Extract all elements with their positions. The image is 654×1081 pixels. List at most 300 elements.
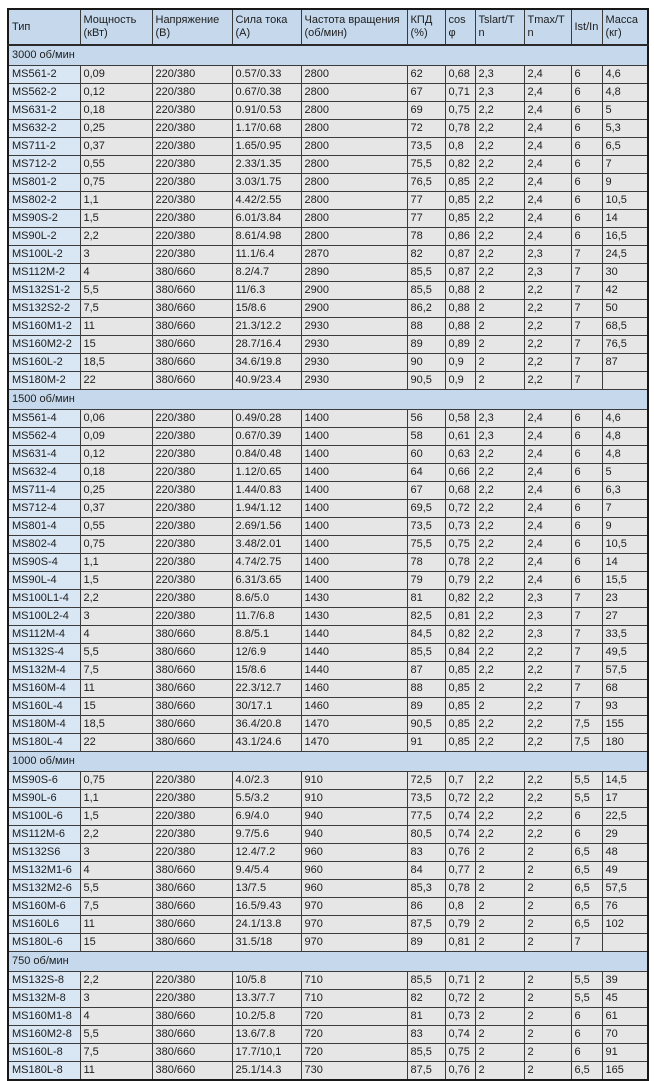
cell: 380/660 — [152, 1026, 232, 1044]
cell: 68,5 — [602, 318, 648, 336]
cell: 6 — [571, 102, 602, 120]
cell: 380/660 — [152, 282, 232, 300]
cell: 6 — [571, 500, 602, 518]
table-row — [8, 734, 648, 752]
table-row — [8, 372, 648, 390]
cell: 64 — [407, 464, 445, 482]
cell-type: MS132S6 — [8, 844, 80, 862]
table-row — [8, 698, 648, 716]
cell: 0,73 — [445, 1008, 475, 1026]
cell: 0,79 — [445, 572, 475, 590]
cell: 31.5/18 — [232, 934, 301, 952]
table-row — [8, 138, 648, 156]
cell: 0,37 — [80, 500, 152, 518]
table-row — [8, 482, 648, 500]
cell: 9.4/5.4 — [232, 862, 301, 880]
cell: 7 — [571, 264, 602, 282]
cell: 89 — [407, 336, 445, 354]
cell: 0,9 — [445, 372, 475, 390]
cell: 81 — [407, 1008, 445, 1026]
cell-type: MS160L-4 — [8, 698, 80, 716]
cell: 2,3 — [524, 608, 571, 626]
cell: 1440 — [301, 662, 407, 680]
cell: 6 — [571, 138, 602, 156]
cell: 11.7/6.8 — [232, 608, 301, 626]
cell: 0,89 — [445, 336, 475, 354]
cell: 0,55 — [80, 156, 152, 174]
cell-type: MS90L-2 — [8, 228, 80, 246]
column-header-10: Масса (кг) — [602, 9, 648, 45]
table-row — [8, 590, 648, 608]
cell: 1400 — [301, 410, 407, 428]
cell: 6 — [571, 428, 602, 446]
cell: 2,2 — [475, 536, 524, 554]
cell: 2,2 — [475, 192, 524, 210]
cell: 2 — [475, 1008, 524, 1026]
cell: 4 — [80, 1008, 152, 1026]
cell: 0,61 — [445, 428, 475, 446]
cell: 4.74/2.75 — [232, 554, 301, 572]
cell: 380/660 — [152, 680, 232, 698]
cell: 81 — [407, 590, 445, 608]
cell: 14 — [602, 554, 648, 572]
cell-type: MS100L-2 — [8, 246, 80, 264]
cell: 82,5 — [407, 608, 445, 626]
cell: 4,8 — [602, 84, 648, 102]
cell: 2,2 — [475, 246, 524, 264]
cell: 2800 — [301, 156, 407, 174]
cell: 0,85 — [445, 734, 475, 752]
cell: 3.48/2.01 — [232, 536, 301, 554]
cell: 6 — [571, 826, 602, 844]
cell: 220/380 — [152, 554, 232, 572]
cell: 72,5 — [407, 772, 445, 790]
cell: 220/380 — [152, 410, 232, 428]
cell: 2,2 — [475, 826, 524, 844]
cell: 2,3 — [524, 590, 571, 608]
cell: 34.6/19.8 — [232, 354, 301, 372]
cell: 87,5 — [407, 1062, 445, 1081]
table-row — [8, 644, 648, 662]
cell: 5,5 — [571, 972, 602, 990]
table-row — [8, 772, 648, 790]
cell: 15 — [80, 336, 152, 354]
cell: 220/380 — [152, 790, 232, 808]
cell: 2,4 — [524, 84, 571, 102]
column-header-6: cosφ — [445, 9, 475, 45]
cell: 11.1/6.4 — [232, 246, 301, 264]
cell: 76,5 — [602, 336, 648, 354]
cell: 7 — [571, 680, 602, 698]
cell: 10.2/5.8 — [232, 1008, 301, 1026]
column-header-3: Сила тока (А) — [232, 9, 301, 45]
cell: 73,5 — [407, 518, 445, 536]
cell: 2,2 — [475, 102, 524, 120]
cell: 75,5 — [407, 156, 445, 174]
table-row — [8, 210, 648, 228]
table-body — [8, 45, 648, 1080]
cell: 3 — [80, 608, 152, 626]
cell: 0,75 — [80, 536, 152, 554]
cell: 2 — [524, 1062, 571, 1081]
cell: 0,81 — [445, 934, 475, 952]
cell: 0,82 — [445, 590, 475, 608]
cell: 5 — [602, 102, 648, 120]
table-row — [8, 156, 648, 174]
cell: 220/380 — [152, 608, 232, 626]
cell-type: MS112M-2 — [8, 264, 80, 282]
cell: 2,4 — [524, 482, 571, 500]
cell: 1430 — [301, 608, 407, 626]
cell: 3.03/1.75 — [232, 174, 301, 192]
cell: 48 — [602, 844, 648, 862]
cell: 2,2 — [524, 826, 571, 844]
cell: 380/660 — [152, 1044, 232, 1062]
cell-type: MS180L-4 — [8, 734, 80, 752]
cell: 23 — [602, 590, 648, 608]
cell: 1.12/0.65 — [232, 464, 301, 482]
cell: 2,2 — [524, 318, 571, 336]
cell: 1430 — [301, 590, 407, 608]
cell: 83 — [407, 844, 445, 862]
cell: 0,68 — [445, 66, 475, 84]
cell: 6 — [571, 1026, 602, 1044]
cell: 2 — [475, 916, 524, 934]
cell: 69,5 — [407, 500, 445, 518]
cell: 2,2 — [524, 372, 571, 390]
cell: 2.33/1.35 — [232, 156, 301, 174]
cell: 86 — [407, 898, 445, 916]
cell: 6,5 — [602, 138, 648, 156]
table-row — [8, 446, 648, 464]
cell: 0,85 — [445, 698, 475, 716]
cell: 2 — [524, 1026, 571, 1044]
cell: 7 — [602, 500, 648, 518]
cell: 7 — [602, 156, 648, 174]
cell-type: MS632-4 — [8, 464, 80, 482]
cell: 18,5 — [80, 716, 152, 734]
cell: 0,09 — [80, 428, 152, 446]
cell: 0,75 — [445, 536, 475, 554]
cell: 2 — [475, 336, 524, 354]
table-row — [8, 716, 648, 734]
cell-type: MS160M2-2 — [8, 336, 80, 354]
cell: 6,5 — [571, 916, 602, 934]
cell: 1400 — [301, 536, 407, 554]
cell: 6 — [571, 482, 602, 500]
cell: 0,12 — [80, 84, 152, 102]
cell: 2 — [524, 916, 571, 934]
cell: 1400 — [301, 428, 407, 446]
cell: 17 — [602, 790, 648, 808]
cell: 2900 — [301, 282, 407, 300]
cell: 2,2 — [475, 626, 524, 644]
table-row — [8, 500, 648, 518]
cell: 13.3/7.7 — [232, 990, 301, 1008]
cell-type: MS112M-6 — [8, 826, 80, 844]
cell: 1440 — [301, 626, 407, 644]
cell: 380/660 — [152, 626, 232, 644]
cell: 5,5 — [571, 772, 602, 790]
cell: 0,71 — [445, 84, 475, 102]
cell: 220/380 — [152, 120, 232, 138]
cell: 2,2 — [475, 790, 524, 808]
cell: 2,2 — [524, 680, 571, 698]
cell: 2 — [524, 898, 571, 916]
cell-type: MS160L-2 — [8, 354, 80, 372]
cell: 7 — [571, 698, 602, 716]
cell: 6,5 — [571, 862, 602, 880]
cell: 2,4 — [524, 174, 571, 192]
cell: 7 — [571, 590, 602, 608]
cell: 970 — [301, 916, 407, 934]
cell: 6 — [571, 84, 602, 102]
cell: 85,5 — [407, 282, 445, 300]
cell: 0,86 — [445, 228, 475, 246]
table-row — [8, 536, 648, 554]
cell: 2,3 — [475, 84, 524, 102]
cell: 1400 — [301, 464, 407, 482]
cell: 0,76 — [445, 1062, 475, 1081]
cell: 2,2 — [475, 120, 524, 138]
cell: 39 — [602, 972, 648, 990]
cell: 70 — [602, 1026, 648, 1044]
cell: 2,2 — [524, 644, 571, 662]
cell: 220/380 — [152, 228, 232, 246]
cell: 1460 — [301, 698, 407, 716]
cell: 76,5 — [407, 174, 445, 192]
cell-type: MS132M-4 — [8, 662, 80, 680]
table-row — [8, 1026, 648, 1044]
cell: 1460 — [301, 680, 407, 698]
cell: 220/380 — [152, 500, 232, 518]
cell-type: MS180L-8 — [8, 1062, 80, 1081]
cell: 78 — [407, 554, 445, 572]
cell: 6 — [571, 536, 602, 554]
cell: 93 — [602, 698, 648, 716]
cell: 2,2 — [524, 300, 571, 318]
cell: 0,76 — [445, 844, 475, 862]
cell: 7,5 — [80, 1044, 152, 1062]
cell-type: MS801-4 — [8, 518, 80, 536]
cell: 0,88 — [445, 300, 475, 318]
cell: 15/8.6 — [232, 662, 301, 680]
cell: 11/6.3 — [232, 282, 301, 300]
cell: 2,2 — [524, 772, 571, 790]
column-header-2: Напряжение (В) — [152, 9, 232, 45]
cell: 6.01/3.84 — [232, 210, 301, 228]
cell-type: MS562-4 — [8, 428, 80, 446]
cell: 380/660 — [152, 734, 232, 752]
cell: 3 — [80, 844, 152, 862]
cell: 27 — [602, 608, 648, 626]
section-row — [8, 752, 648, 772]
table-row — [8, 990, 648, 1008]
cell: 220/380 — [152, 990, 232, 1008]
cell: 2,3 — [475, 66, 524, 84]
cell: 1440 — [301, 644, 407, 662]
cell: 7 — [571, 336, 602, 354]
cell: 2,2 — [80, 972, 152, 990]
cell: 87,5 — [407, 916, 445, 934]
cell: 4,6 — [602, 66, 648, 84]
cell: 8.6/5.0 — [232, 590, 301, 608]
cell: 6 — [571, 518, 602, 536]
cell: 2,4 — [524, 428, 571, 446]
cell: 90,5 — [407, 716, 445, 734]
cell: 1400 — [301, 500, 407, 518]
cell: 75,5 — [407, 536, 445, 554]
cell: 2 — [475, 300, 524, 318]
cell: 720 — [301, 1026, 407, 1044]
cell: 3 — [80, 990, 152, 1008]
cell: 5.5/3.2 — [232, 790, 301, 808]
cell: 2 — [475, 372, 524, 390]
cell: 2,2 — [475, 572, 524, 590]
cell: 30/17.1 — [232, 698, 301, 716]
cell: 220/380 — [152, 210, 232, 228]
cell: 220/380 — [152, 772, 232, 790]
cell: 155 — [602, 716, 648, 734]
cell: 82 — [407, 990, 445, 1008]
cell: 56 — [407, 410, 445, 428]
cell: 1400 — [301, 518, 407, 536]
cell: 0,79 — [445, 916, 475, 934]
cell: 220/380 — [152, 844, 232, 862]
cell: 2,2 — [475, 662, 524, 680]
cell: 67 — [407, 482, 445, 500]
cell: 0,74 — [445, 826, 475, 844]
table-row — [8, 898, 648, 916]
cell: 1400 — [301, 572, 407, 590]
table-row — [8, 246, 648, 264]
cell: 5,5 — [80, 644, 152, 662]
cell: 5,5 — [80, 1026, 152, 1044]
cell: 2,2 — [80, 228, 152, 246]
cell: 1.17/0.68 — [232, 120, 301, 138]
cell: 6 — [571, 156, 602, 174]
cell-type: MS631-4 — [8, 446, 80, 464]
cell: 1,1 — [80, 192, 152, 210]
cell: 1400 — [301, 482, 407, 500]
table-row — [8, 282, 648, 300]
cell: 2930 — [301, 354, 407, 372]
cell-type: MS561-2 — [8, 66, 80, 84]
cell: 2800 — [301, 66, 407, 84]
cell: 2,4 — [524, 138, 571, 156]
cell: 0,81 — [445, 608, 475, 626]
cell: 72 — [407, 120, 445, 138]
table-row — [8, 354, 648, 372]
cell: 1.44/0.83 — [232, 482, 301, 500]
cell: 6,5 — [571, 880, 602, 898]
cell: 7 — [571, 662, 602, 680]
cell: 2,2 — [475, 210, 524, 228]
cell: 2,2 — [475, 518, 524, 536]
cell: 0.67/0.39 — [232, 428, 301, 446]
cell: 2 — [475, 354, 524, 372]
cell: 7 — [571, 608, 602, 626]
table-row — [8, 608, 648, 626]
cell-type: MS132S-4 — [8, 644, 80, 662]
table-row — [8, 826, 648, 844]
cell: 25.1/14.3 — [232, 1062, 301, 1081]
cell: 7 — [571, 246, 602, 264]
table-row — [8, 1062, 648, 1081]
cell: 970 — [301, 934, 407, 952]
cell-type: MS561-4 — [8, 410, 80, 428]
cell-type: MS132M1-6 — [8, 862, 80, 880]
cell: 40.9/23.4 — [232, 372, 301, 390]
cell: 0,72 — [445, 500, 475, 518]
cell: 13/7.5 — [232, 880, 301, 898]
table-row — [8, 1044, 648, 1062]
cell: 380/660 — [152, 716, 232, 734]
cell: 2 — [524, 934, 571, 952]
cell: 2 — [475, 934, 524, 952]
cell: 4.0/2.3 — [232, 772, 301, 790]
cell: 2,3 — [524, 264, 571, 282]
cell-type: MS631-2 — [8, 102, 80, 120]
cell: 11 — [80, 916, 152, 934]
cell: 7,5 — [80, 662, 152, 680]
cell: 2 — [475, 898, 524, 916]
cell: 2,2 — [524, 716, 571, 734]
cell: 60 — [407, 446, 445, 464]
cell: 2,4 — [524, 192, 571, 210]
cell: 0.67/0.38 — [232, 84, 301, 102]
cell: 2 — [524, 862, 571, 880]
cell: 91 — [602, 1044, 648, 1062]
cell: 0,75 — [445, 1044, 475, 1062]
cell: 2 — [475, 1044, 524, 1062]
cell: 49,5 — [602, 644, 648, 662]
cell: 8.2/4.7 — [232, 264, 301, 282]
cell: 2,2 — [475, 500, 524, 518]
table-row — [8, 336, 648, 354]
cell: 380/660 — [152, 1062, 232, 1081]
cell: 4 — [80, 862, 152, 880]
cell: 2,3 — [475, 410, 524, 428]
cell: 7 — [571, 300, 602, 318]
cell: 6.31/3.65 — [232, 572, 301, 590]
cell: 2800 — [301, 84, 407, 102]
cell-type: MS90L-6 — [8, 790, 80, 808]
cell: 29 — [602, 826, 648, 844]
cell: 22 — [80, 734, 152, 752]
table-row — [8, 844, 648, 862]
cell: 2 — [475, 972, 524, 990]
cell: 2,4 — [524, 66, 571, 84]
cell: 220/380 — [152, 536, 232, 554]
cell: 77 — [407, 192, 445, 210]
cell-type: MS802-4 — [8, 536, 80, 554]
cell: 0,58 — [445, 410, 475, 428]
cell: 6.9/4.0 — [232, 808, 301, 826]
cell-type: MS801-2 — [8, 174, 80, 192]
cell: 0,78 — [445, 554, 475, 572]
cell: 2,3 — [475, 428, 524, 446]
cell: 78 — [407, 228, 445, 246]
cell: 14 — [602, 210, 648, 228]
cell: 2 — [524, 844, 571, 862]
cell: 87 — [602, 354, 648, 372]
cell: 0.49/0.28 — [232, 410, 301, 428]
table-row — [8, 626, 648, 644]
cell: 3 — [80, 246, 152, 264]
cell: 380/660 — [152, 880, 232, 898]
cell: 2,2 — [524, 354, 571, 372]
